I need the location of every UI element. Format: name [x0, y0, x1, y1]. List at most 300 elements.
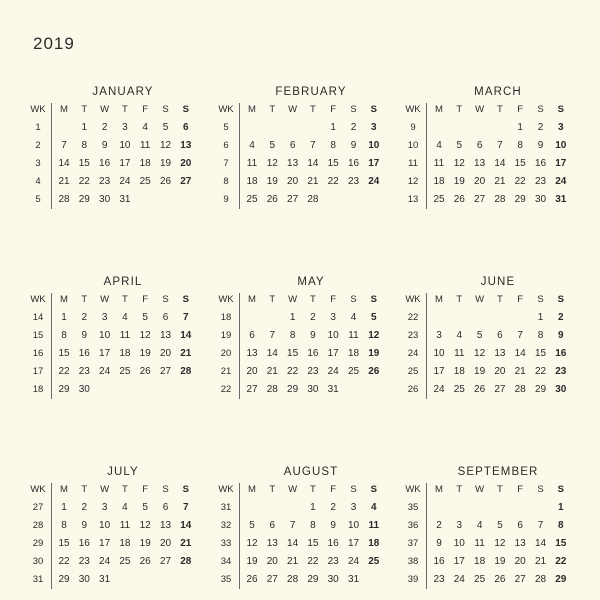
- weekday-label: S: [557, 294, 564, 305]
- day-date: 29: [58, 574, 70, 585]
- day-date: 16: [327, 538, 339, 549]
- day-date: 20: [514, 556, 526, 567]
- day-date: 17: [327, 348, 339, 359]
- weekday-label: S: [182, 484, 189, 495]
- week-row: [218, 363, 383, 381]
- day-date: 27: [159, 366, 172, 377]
- week-row: [30, 345, 195, 363]
- week-number: 1: [35, 122, 41, 133]
- day-date: 14: [266, 348, 278, 359]
- day-date: 6: [269, 520, 276, 531]
- day-date: 21: [58, 176, 70, 187]
- day-date: 20: [159, 538, 172, 549]
- weekday-label: S: [350, 294, 357, 305]
- day-date: 26: [159, 176, 172, 187]
- day-date: 26: [494, 574, 506, 585]
- weekday-label: W: [475, 104, 485, 115]
- day-date: 10: [433, 348, 445, 359]
- day-date: 3: [436, 330, 442, 341]
- day-date: 28: [494, 194, 506, 205]
- weekday-label: M: [435, 294, 443, 305]
- weekday-label: T: [269, 294, 276, 305]
- week-row: [405, 309, 570, 327]
- weekday-label: F: [517, 104, 524, 115]
- weekday-label: S: [162, 104, 169, 115]
- day-date: 3: [122, 122, 128, 133]
- day-date: 24: [99, 366, 111, 377]
- day-date: 17: [99, 538, 111, 549]
- day-date: 7: [310, 140, 316, 151]
- day-date: 3: [456, 520, 463, 531]
- day-date: 9: [436, 538, 442, 549]
- day-date: 2: [436, 520, 442, 531]
- day-date: 23: [78, 556, 90, 567]
- week-row: [30, 191, 195, 209]
- day-date: 2: [310, 312, 316, 323]
- day-date: 25: [474, 574, 486, 585]
- day-date: 26: [474, 384, 486, 395]
- week-number: 35: [220, 574, 232, 585]
- week-number: 25: [407, 366, 419, 377]
- day-date: 28: [287, 574, 299, 585]
- month-name: APRIL: [103, 276, 143, 288]
- day-date: 4: [456, 330, 463, 341]
- sunday-date: 26: [368, 366, 380, 377]
- sunday-date: 11: [368, 520, 380, 531]
- day-date: 12: [139, 520, 151, 531]
- week-row: [405, 119, 570, 137]
- day-date: 14: [494, 158, 506, 169]
- day-date: 19: [246, 556, 258, 567]
- week-number-header: WK: [30, 104, 46, 115]
- day-date: 25: [139, 176, 151, 187]
- week-row: [30, 517, 195, 535]
- weekday-label: S: [557, 484, 564, 495]
- sunday-date: 7: [183, 312, 189, 323]
- weekday-label: M: [248, 294, 256, 305]
- day-date: 26: [139, 556, 151, 567]
- sunday-date: 29: [555, 574, 567, 585]
- day-date: 28: [534, 574, 547, 585]
- weekday-label: S: [162, 294, 169, 305]
- day-date: 10: [99, 520, 111, 531]
- month-name: AUGUST: [283, 466, 339, 478]
- day-date: 12: [266, 158, 278, 169]
- weekday-label: S: [537, 484, 544, 495]
- day-date: 17: [119, 158, 131, 169]
- sunday-date: 23: [555, 366, 567, 377]
- day-date: 24: [99, 556, 111, 567]
- sunday-date: 20: [180, 158, 192, 169]
- day-date: 1: [61, 502, 67, 513]
- weekday-label: S: [370, 104, 377, 115]
- sunday-date: 3: [558, 122, 564, 133]
- sunday-date: 6: [183, 122, 189, 133]
- week-number: 13: [407, 194, 419, 205]
- week-number: 37: [407, 538, 419, 549]
- day-date: 21: [494, 176, 506, 187]
- day-date: 12: [246, 538, 258, 549]
- day-date: 30: [78, 384, 90, 395]
- weekday-label: F: [330, 294, 337, 305]
- weekday-header: [405, 291, 570, 309]
- day-date: 22: [58, 556, 70, 567]
- sunday-date: 10: [368, 140, 380, 151]
- week-number: 27: [32, 502, 44, 513]
- week-row: [218, 137, 383, 155]
- day-date: 23: [307, 366, 319, 377]
- week-row: [405, 381, 570, 399]
- day-date: 26: [266, 194, 278, 205]
- weekday-label: S: [370, 294, 377, 305]
- day-date: 22: [58, 366, 70, 377]
- day-date: 23: [433, 574, 445, 585]
- week-number: 26: [407, 384, 419, 395]
- weekday-header: [218, 101, 383, 119]
- sunday-date: 2: [558, 312, 564, 323]
- weekday-header: [30, 101, 195, 119]
- day-date: 3: [350, 502, 357, 513]
- weekday-label: M: [60, 104, 68, 115]
- week-row: [30, 155, 195, 173]
- day-date: 10: [327, 330, 339, 341]
- sunday-date: 4: [371, 502, 377, 513]
- weekday-label: T: [81, 104, 88, 115]
- day-date: 15: [534, 348, 547, 359]
- weekday-label: S: [537, 294, 544, 305]
- day-date: 14: [58, 158, 70, 169]
- sunday-date: 30: [555, 384, 567, 395]
- day-date: 8: [289, 330, 296, 341]
- day-date: 21: [534, 556, 547, 567]
- day-date: 14: [307, 158, 319, 169]
- day-date: 16: [78, 348, 90, 359]
- day-date: 15: [327, 158, 339, 169]
- day-date: 20: [494, 366, 506, 377]
- week-number: 14: [32, 312, 44, 323]
- day-date: 9: [310, 330, 316, 341]
- week-row: [218, 327, 383, 345]
- day-date: 3: [101, 312, 108, 323]
- week-row: [30, 553, 195, 571]
- week-row: [405, 137, 570, 155]
- day-date: 20: [159, 348, 172, 359]
- day-date: 10: [453, 538, 465, 549]
- week-number: 31: [32, 574, 44, 585]
- weekday-header: [30, 481, 195, 499]
- month-name: JUNE: [480, 276, 516, 288]
- week-number: 9: [223, 194, 229, 205]
- day-date: 2: [101, 122, 108, 133]
- weekday-label: T: [121, 294, 128, 305]
- weekday-label: W: [100, 104, 110, 115]
- day-date: 2: [81, 312, 88, 323]
- day-date: 23: [99, 176, 111, 187]
- day-date: 4: [350, 312, 357, 323]
- day-date: 7: [517, 330, 523, 341]
- day-date: 2: [537, 122, 544, 133]
- day-date: 8: [61, 520, 67, 531]
- day-date: 24: [119, 176, 131, 187]
- day-date: 6: [162, 502, 169, 513]
- day-date: 17: [433, 366, 445, 377]
- day-date: 11: [474, 538, 485, 549]
- weekday-label: M: [248, 104, 256, 115]
- weekday-label: T: [496, 484, 503, 495]
- day-date: 7: [61, 140, 67, 151]
- sunday-date: 10: [555, 140, 567, 151]
- day-date: 14: [534, 538, 547, 549]
- day-date: 27: [159, 556, 172, 567]
- week-number-header: WK: [218, 484, 234, 495]
- week-row: [218, 119, 383, 137]
- sunday-date: 18: [368, 538, 380, 549]
- week-row: [30, 363, 195, 381]
- week-number: 18: [220, 312, 232, 323]
- day-date: 7: [289, 520, 296, 531]
- week-number: 38: [407, 556, 419, 567]
- week-number: 12: [407, 176, 419, 187]
- week-number-header: WK: [218, 104, 234, 115]
- week-number: 29: [32, 538, 44, 549]
- week-row: [405, 571, 570, 589]
- weekday-label: T: [269, 484, 276, 495]
- day-date: 3: [330, 312, 336, 323]
- weekday-label: F: [142, 294, 149, 305]
- day-date: 21: [307, 176, 319, 187]
- sunday-date: 24: [368, 176, 380, 187]
- day-date: 14: [287, 538, 299, 549]
- day-date: 11: [139, 140, 151, 151]
- day-date: 25: [119, 556, 131, 567]
- day-date: 15: [514, 158, 526, 169]
- weekday-label: S: [182, 294, 189, 305]
- day-date: 24: [453, 574, 465, 585]
- day-date: 23: [534, 176, 547, 187]
- week-number: 30: [32, 556, 44, 567]
- week-number: 19: [220, 330, 232, 341]
- weekday-label: F: [517, 484, 524, 495]
- day-date: 11: [454, 348, 465, 359]
- weekday-label: T: [81, 484, 88, 495]
- weekday-label: W: [475, 484, 485, 495]
- weekday-label: T: [81, 294, 88, 305]
- day-date: 11: [119, 520, 131, 531]
- week-row: [405, 155, 570, 173]
- day-date: 1: [61, 312, 67, 323]
- year-title: 2019: [33, 34, 75, 53]
- day-date: 16: [433, 556, 445, 567]
- month-name: FEBRUARY: [275, 86, 347, 98]
- weekday-label: S: [557, 104, 564, 115]
- day-date: 5: [142, 312, 148, 323]
- day-date: 5: [497, 520, 503, 531]
- day-date: 15: [307, 538, 319, 549]
- weekday-label: S: [350, 484, 357, 495]
- week-number: 11: [408, 158, 418, 169]
- day-date: 11: [119, 330, 131, 341]
- week-number: 34: [220, 556, 232, 567]
- weekday-header: [405, 481, 570, 499]
- month-name: MAY: [297, 276, 325, 288]
- sunday-date: 28: [180, 556, 192, 567]
- day-date: 26: [139, 366, 151, 377]
- day-date: 13: [246, 348, 258, 359]
- week-row: [405, 535, 570, 553]
- week-row: [30, 499, 195, 517]
- week-row: [218, 535, 383, 553]
- weekday-label: F: [142, 484, 149, 495]
- day-date: 18: [119, 348, 131, 359]
- day-date: 11: [246, 158, 258, 169]
- weekday-label: T: [496, 104, 503, 115]
- weekday-label: T: [121, 484, 128, 495]
- day-date: 25: [347, 366, 360, 377]
- week-row: [405, 499, 570, 517]
- weekday-label: T: [309, 294, 316, 305]
- day-date: 8: [330, 140, 336, 151]
- month-name: JULY: [107, 466, 139, 478]
- weekday-label: W: [100, 294, 110, 305]
- day-date: 13: [514, 538, 526, 549]
- sunday-date: 25: [368, 556, 380, 567]
- day-date: 8: [61, 330, 67, 341]
- week-number: 36: [407, 520, 419, 531]
- day-date: 30: [534, 194, 547, 205]
- week-number: 17: [32, 366, 44, 377]
- week-number: 16: [32, 348, 44, 359]
- month-name: JANUARY: [92, 86, 154, 98]
- week-number: 2: [35, 140, 41, 151]
- day-date: 27: [514, 574, 526, 585]
- day-date: 1: [330, 122, 336, 133]
- day-date: 24: [347, 556, 360, 567]
- week-row: [30, 381, 195, 399]
- week-number: 24: [407, 348, 419, 359]
- day-date: 5: [476, 330, 483, 341]
- day-date: 9: [101, 140, 108, 151]
- day-date: 13: [474, 158, 486, 169]
- weekday-header: [218, 481, 383, 499]
- day-date: 8: [537, 330, 544, 341]
- day-date: 1: [517, 122, 523, 133]
- day-date: 13: [159, 330, 172, 341]
- week-number: 5: [35, 194, 41, 205]
- weekday-label: S: [182, 104, 189, 115]
- day-date: 31: [119, 194, 131, 205]
- sunday-date: 14: [180, 520, 192, 531]
- week-row: [30, 571, 195, 589]
- day-date: 22: [514, 176, 526, 187]
- day-date: 8: [310, 520, 316, 531]
- week-number: 20: [220, 348, 232, 359]
- day-date: 20: [287, 176, 299, 187]
- day-date: 1: [537, 312, 544, 323]
- day-date: 4: [122, 312, 128, 323]
- sunday-date: 14: [180, 330, 192, 341]
- weekday-header: [405, 101, 570, 119]
- week-number-header: WK: [405, 104, 421, 115]
- week-row: [218, 499, 383, 517]
- day-date: 30: [307, 384, 319, 395]
- day-date: 29: [534, 384, 547, 395]
- weekday-label: T: [456, 294, 463, 305]
- day-date: 30: [78, 574, 90, 585]
- day-date: 17: [453, 556, 465, 567]
- day-date: 5: [456, 140, 463, 151]
- week-number: 28: [32, 520, 44, 531]
- day-date: 11: [433, 158, 445, 169]
- day-date: 27: [287, 194, 299, 205]
- day-date: 4: [436, 140, 442, 151]
- day-date: 7: [269, 330, 276, 341]
- week-number: 33: [220, 538, 232, 549]
- week-row: [30, 119, 195, 137]
- sunday-date: 3: [371, 122, 377, 133]
- day-date: 1: [81, 122, 88, 133]
- day-date: 1: [289, 312, 296, 323]
- weekday-label: M: [435, 104, 443, 115]
- weekday-label: W: [288, 294, 298, 305]
- day-date: 27: [266, 574, 278, 585]
- week-number-header: WK: [405, 294, 421, 305]
- week-row: [405, 517, 570, 535]
- day-date: 19: [474, 366, 486, 377]
- day-date: 3: [101, 502, 108, 513]
- month-name: SEPTEMBER: [457, 466, 539, 478]
- weekday-label: T: [456, 484, 463, 495]
- sunday-date: 17: [555, 158, 567, 169]
- week-number: 18: [32, 384, 44, 395]
- week-number: 8: [223, 176, 229, 187]
- day-date: 23: [347, 176, 360, 187]
- day-date: 4: [142, 122, 148, 133]
- week-number-header: WK: [30, 484, 46, 495]
- day-date: 15: [78, 158, 90, 169]
- day-date: 28: [266, 384, 278, 395]
- week-number: 7: [223, 158, 229, 169]
- day-date: 27: [494, 384, 506, 395]
- day-date: 11: [348, 330, 359, 341]
- weekday-label: S: [162, 484, 169, 495]
- week-number: 15: [32, 330, 44, 341]
- day-date: 4: [249, 140, 255, 151]
- day-date: 30: [99, 194, 111, 205]
- sunday-date: 12: [368, 330, 380, 341]
- day-date: 22: [534, 366, 547, 377]
- day-date: 20: [266, 556, 278, 567]
- week-row: [218, 517, 383, 535]
- day-date: 27: [474, 194, 486, 205]
- day-date: 18: [119, 538, 131, 549]
- day-date: 16: [534, 158, 547, 169]
- week-row: [218, 345, 383, 363]
- day-date: 9: [81, 520, 88, 531]
- day-date: 21: [514, 366, 526, 377]
- day-date: 5: [142, 502, 148, 513]
- day-date: 10: [119, 140, 131, 151]
- weekday-label: T: [496, 294, 503, 305]
- week-number: 35: [407, 502, 419, 513]
- day-date: 21: [287, 556, 299, 567]
- day-date: 6: [249, 330, 255, 341]
- day-date: 28: [514, 384, 526, 395]
- weekday-label: T: [121, 104, 128, 115]
- week-row: [405, 345, 570, 363]
- weekday-header: [30, 291, 195, 309]
- day-date: 2: [350, 122, 357, 133]
- week-number: 22: [407, 312, 419, 323]
